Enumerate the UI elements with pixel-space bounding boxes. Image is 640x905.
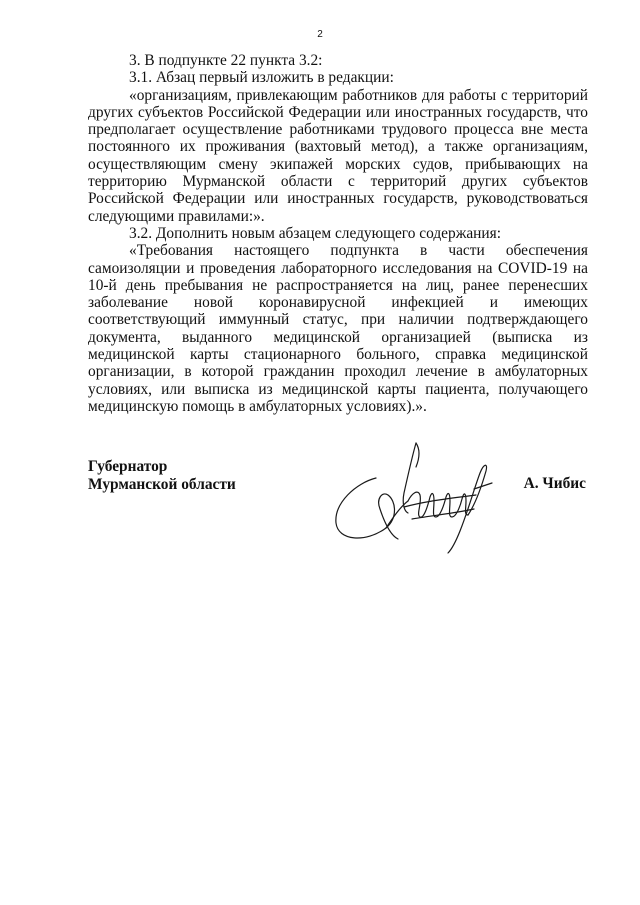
paragraph-section-3: 3. В подпункте 22 пункта 3.2: — [129, 52, 323, 69]
paragraph-amendment-text-2: «Требования настоящего подпункта в части обеспечения самоизоляции и проведения лабораторного исследования на COVID-19 на 10-й день пребывания не распространяется на лиц, ранее перенесших заболевание новой коронавирусной инфекцией и имеющих соответствующий иммунный статус, при наличии подтверждающего документа, выданного медицинской организацией (выписка из медицинской карты стационарного больного, справка медицинской организации, в которой гражданин проходил лечение в амбулаторных условиях, или выписка из медицинской карты пациента, получающего медицинскую помощь в амбулаторных условиях).». — [88, 242, 588, 415]
signer-name: А. Чибис — [523, 475, 586, 492]
handwritten-signature-icon — [316, 423, 536, 563]
paragraph-subsection-3-1: 3.1. Абзац первый изложить в редакции: — [129, 69, 394, 87]
document-body — [88, 52, 588, 415]
paragraph-amendment-text-1: «организациям, привлекающим работников для работы с территорий других субъектов Российской Федерации или иностранных государств, что предполагает осуществление работниками трудового процесса вне места постоянного их проживания (вахтовый метод), а также организациям, осуществляющим смену экипажей морских судов, прибывающих на территорию Мурманской области с территорий других субъектов Российской Федерации или иностранных государств, руководствоваться следующими правилами:». — [88, 86, 588, 225]
signature-block — [88, 455, 588, 575]
signer-title-line-1: Губернатор — [88, 458, 168, 475]
page-number: 2 — [317, 29, 323, 40]
signer-title — [88, 458, 236, 493]
signer-title-line-2: Мурманской области — [88, 475, 236, 493]
paragraph-subsection-3-2: 3.2. Дополнить новым абзацем следующего содержания: — [129, 224, 502, 242]
